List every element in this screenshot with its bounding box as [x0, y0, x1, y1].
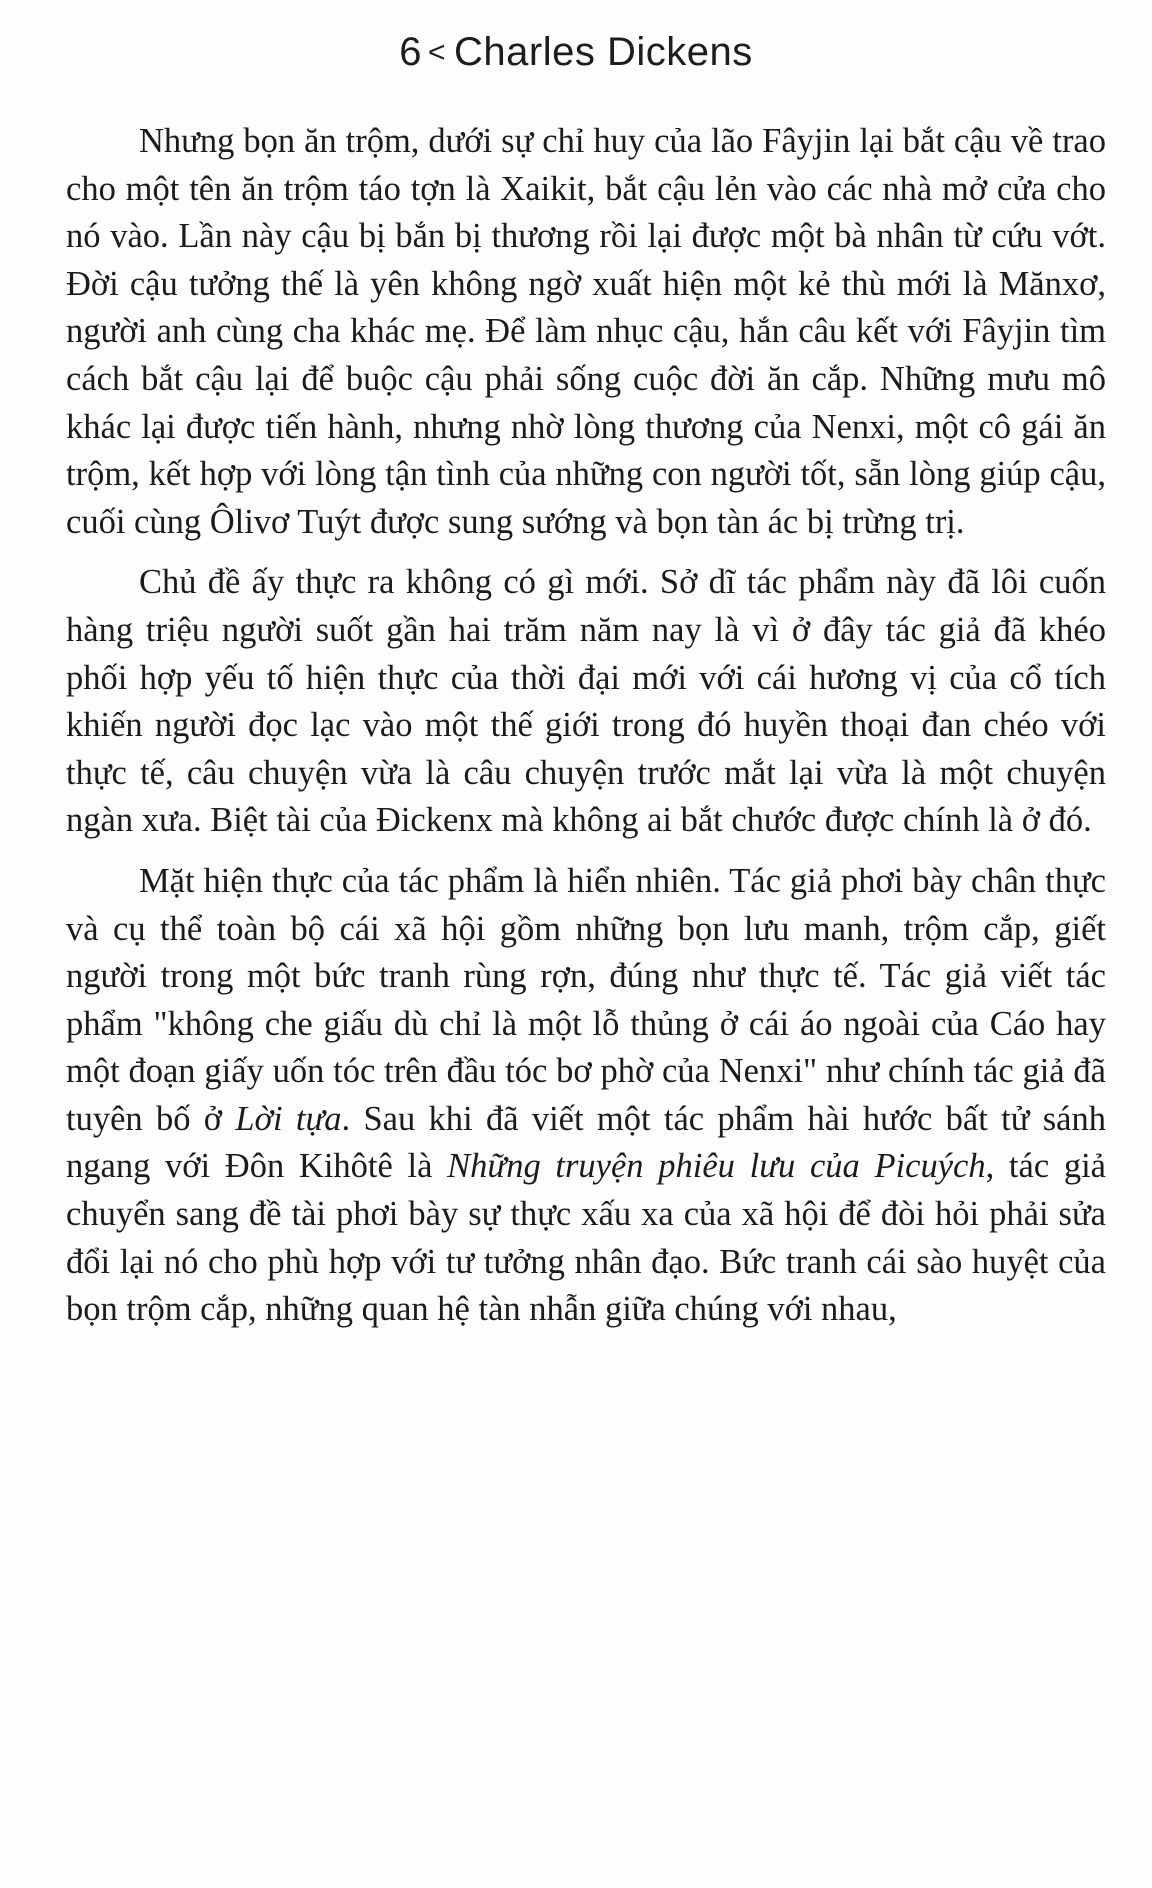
paragraph-text: , tác giả chuyển sang đề tài phơi bày sự thực xấu xa của xã hội để đòi hỏi phải sửa đổi lại nó cho phù hợp với tư tưởng nhân đạo. Bức tranh cái sào huyệt của bọn trộm cắp, những quan hệ tàn nhẫn giữa chúng với nhau,	[66, 1147, 1106, 1329]
chevron-left-icon: <	[428, 36, 447, 69]
paragraph-3	[66, 858, 1106, 1334]
paragraph-text: Nhưng bọn ăn trộm, dưới sự chỉ huy của lão Fâyjin lại bắt cậu về trao cho một tên ăn trộm táo tợn là Xaikit, bắt cậu lẻn vào các nhà mở cửa cho nó vào. Lần này cậu bị bắn bị thương rồi lại được một bà nhân từ cứu vớt. Đời cậu tưởng thế là yên không ngờ xuất hiện một kẻ thù mới là Mănxơ, người anh cùng cha khác mẹ. Để làm nhục cậu, hắn câu kết với Fâyjin tìm cách bắt cậu lại để buộc cậu phải sống cuộc đời ăn cắp. Những mưu mô khác lại được tiến hành, nhưng nhờ lòng thương của Nenxi, một cô gái ăn trộm, kết hợp với lòng tận tình của những con người tốt, sẵn lòng giúp cậu, cuối cùng Ôlivơ Tuýt được sung sướng và bọn tàn ác bị trừng trị.	[66, 122, 1106, 541]
running-header	[0, 30, 1152, 75]
paragraph-1	[66, 118, 1106, 546]
paragraph-text: Chủ đề ấy thực ra không có gì mới. Sở dĩ tác phẩm này đã lôi cuốn hàng triệu người suốt gần hai trăm năm nay là vì ở đây tác giả đã khéo phối hợp yếu tố hiện thực của thời đại mới với cái hương vị của cổ tích khiến người đọc lạc vào một thế giới trong đó huyền thoại đan chéo với thực tế, câu chuyện vừa là câu chuyện trước mắt lại vừa là một chuyện ngàn xưa. Biệt tài của Đickenx mà không ai bắt chước được chính là ở đó.	[66, 563, 1106, 840]
paragraph-text: Mặt hiện thực của tác phẩm là hiển nhiên. Tác giả phơi bày chân thực và cụ thể toàn bộ cái xã hội gồm những bọn lưu manh, trộm cắp, giết người trong một bức tranh rùng rợn, đúng như thực tế. Tác giả viết tác phẩm "không che giấu dù chỉ là một lỗ thủng ở cái áo ngoài của Cáo hay một đoạn giấy uốn tóc trên đầu tóc bơ phờ của Nenxi" như chính tác giả đã tuyên bố ở	[66, 861, 1106, 1138]
paragraph-2	[66, 559, 1106, 845]
page-number: 6	[399, 30, 422, 74]
preface-title: Lời tựa	[235, 1099, 342, 1138]
book-title: Những truyện phiêu lưu của Picuých	[447, 1147, 986, 1186]
author-name: Charles Dickens	[454, 30, 753, 74]
paragraph-text: . Sau khi đã viết một tác phẩm hài hước bất tử sánh ngang với Đôn Kihôtê là	[66, 1099, 1106, 1186]
body-text	[66, 118, 1106, 1347]
